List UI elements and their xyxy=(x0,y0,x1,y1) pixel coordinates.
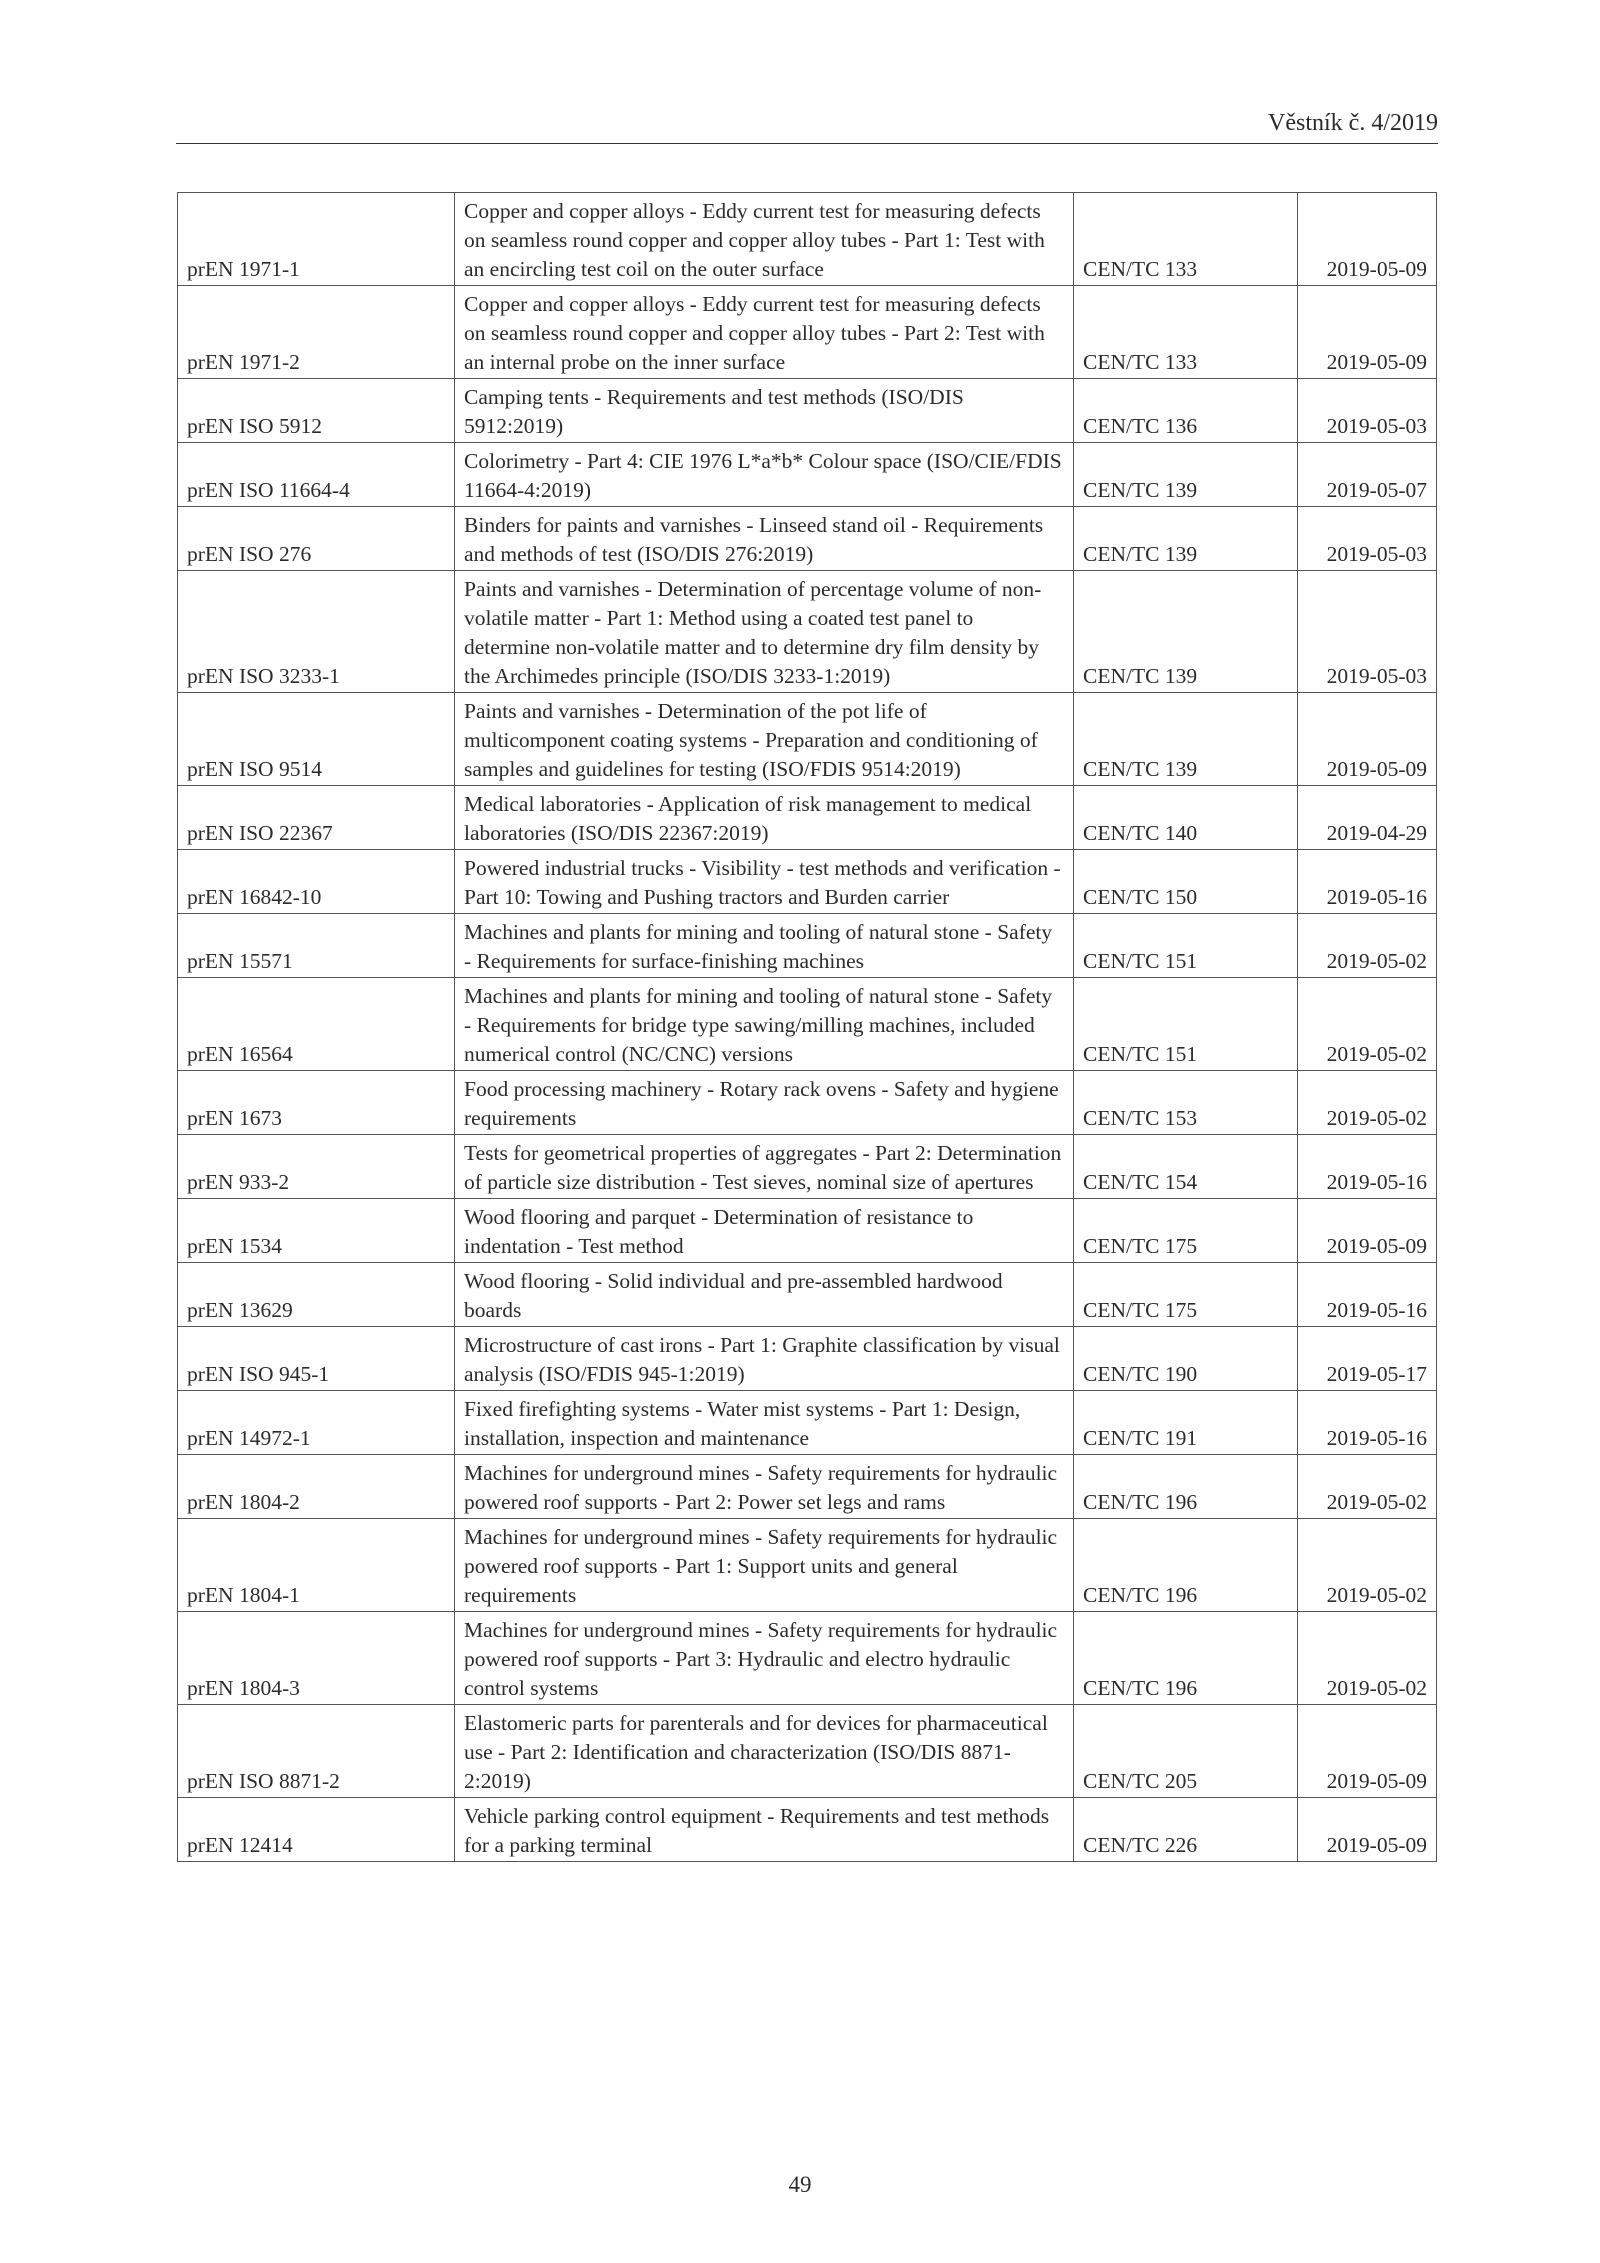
page-header: Věstník č. 4/2019 xyxy=(176,110,1438,144)
deadline-date: 2019-05-03 xyxy=(1298,571,1437,693)
standard-code: prEN 1534 xyxy=(178,1199,455,1263)
technical-committee: CEN/TC 151 xyxy=(1074,978,1298,1071)
standard-code: prEN ISO 11664-4 xyxy=(178,443,455,507)
standard-code: prEN ISO 22367 xyxy=(178,786,455,850)
standard-code: prEN ISO 3233-1 xyxy=(178,571,455,693)
standard-code: prEN ISO 945-1 xyxy=(178,1327,455,1391)
standard-code: prEN 14972-1 xyxy=(178,1391,455,1455)
standard-code: prEN 12414 xyxy=(178,1798,455,1862)
deadline-date: 2019-05-02 xyxy=(1298,978,1437,1071)
standard-title: Fixed firefighting systems - Water mist systems - Part 1: Design, installation, inspection and maintenance xyxy=(455,1391,1074,1455)
standard-code: prEN 1804-2 xyxy=(178,1455,455,1519)
technical-committee: CEN/TC 140 xyxy=(1074,786,1298,850)
standard-code: prEN 1673 xyxy=(178,1071,455,1135)
table-row xyxy=(178,1071,1437,1135)
standard-title: Wood flooring and parquet - Determination of resistance to indentation - Test method xyxy=(455,1199,1074,1263)
standard-title: Machines and plants for mining and tooling of natural stone - Safety - Requirements for bridge type sawing/milling machines, included numerical control (NC/CNC) versions xyxy=(455,978,1074,1071)
standard-code: prEN 16564 xyxy=(178,978,455,1071)
technical-committee: CEN/TC 151 xyxy=(1074,914,1298,978)
standard-code: prEN 13629 xyxy=(178,1263,455,1327)
standard-title: Paints and varnishes - Determination of the pot life of multicomponent coating systems - Preparation and conditioning of samples and guidelines for testing (ISO/FDIS 9514:2019) xyxy=(455,693,1074,786)
standard-code: prEN ISO 276 xyxy=(178,507,455,571)
deadline-date: 2019-05-16 xyxy=(1298,1391,1437,1455)
standard-title: Machines for underground mines - Safety requirements for hydraulic powered roof supports - Part 2: Power set legs and rams xyxy=(455,1455,1074,1519)
technical-committee: CEN/TC 191 xyxy=(1074,1391,1298,1455)
technical-committee: CEN/TC 139 xyxy=(1074,571,1298,693)
technical-committee: CEN/TC 196 xyxy=(1074,1455,1298,1519)
standard-title: Machines for underground mines - Safety requirements for hydraulic powered roof supports - Part 3: Hydraulic and electro hydraulic control systems xyxy=(455,1612,1074,1705)
deadline-date: 2019-05-02 xyxy=(1298,1071,1437,1135)
deadline-date: 2019-05-16 xyxy=(1298,850,1437,914)
standard-title: Wood flooring - Solid individual and pre-assembled hardwood boards xyxy=(455,1263,1074,1327)
deadline-date: 2019-05-02 xyxy=(1298,914,1437,978)
table-row xyxy=(178,1327,1437,1391)
deadline-date: 2019-04-29 xyxy=(1298,786,1437,850)
table-row xyxy=(178,443,1437,507)
deadline-date: 2019-05-03 xyxy=(1298,379,1437,443)
standards-table-body xyxy=(178,193,1437,1862)
standard-title: Tests for geometrical properties of aggregates - Part 2: Determination of particle size distribution - Test sieves, nominal size of apertures xyxy=(455,1135,1074,1199)
deadline-date: 2019-05-09 xyxy=(1298,1199,1437,1263)
technical-committee: CEN/TC 139 xyxy=(1074,507,1298,571)
standard-title: Machines and plants for mining and tooling of natural stone - Safety - Requirements for surface-finishing machines xyxy=(455,914,1074,978)
deadline-date: 2019-05-17 xyxy=(1298,1327,1437,1391)
table-row xyxy=(178,1612,1437,1705)
standard-title: Machines for underground mines - Safety requirements for hydraulic powered roof supports - Part 1: Support units and general requirements xyxy=(455,1519,1074,1612)
standard-title: Copper and copper alloys - Eddy current test for measuring defects on seamless round copper and copper alloy tubes - Part 2: Test with an internal probe on the inner surface xyxy=(455,286,1074,379)
technical-committee: CEN/TC 205 xyxy=(1074,1705,1298,1798)
deadline-date: 2019-05-16 xyxy=(1298,1263,1437,1327)
deadline-date: 2019-05-02 xyxy=(1298,1455,1437,1519)
technical-committee: CEN/TC 133 xyxy=(1074,193,1298,286)
technical-committee: CEN/TC 150 xyxy=(1074,850,1298,914)
table-row xyxy=(178,786,1437,850)
technical-committee: CEN/TC 196 xyxy=(1074,1612,1298,1705)
standard-title: Colorimetry - Part 4: CIE 1976 L*a*b* Colour space (ISO/CIE/FDIS 11664-4:2019) xyxy=(455,443,1074,507)
table-row xyxy=(178,1798,1437,1862)
standard-title: Vehicle parking control equipment - Requirements and test methods for a parking terminal xyxy=(455,1798,1074,1862)
standard-code: prEN 1971-1 xyxy=(178,193,455,286)
technical-committee: CEN/TC 133 xyxy=(1074,286,1298,379)
standard-title: Elastomeric parts for parenterals and for devices for pharmaceutical use - Part 2: Identification and characterization (ISO/DIS 8871-2:2019) xyxy=(455,1705,1074,1798)
standard-code: prEN ISO 9514 xyxy=(178,693,455,786)
standard-code: prEN 16842-10 xyxy=(178,850,455,914)
standard-title: Paints and varnishes - Determination of percentage volume of non-volatile matter - Part 1: Method using a coated test panel to determine non-volatile matter and to determine dry film density by the Archimedes principle (ISO/DIS 3233-1:2019) xyxy=(455,571,1074,693)
technical-committee: CEN/TC 175 xyxy=(1074,1263,1298,1327)
table-row xyxy=(178,1391,1437,1455)
technical-committee: CEN/TC 154 xyxy=(1074,1135,1298,1199)
deadline-date: 2019-05-02 xyxy=(1298,1612,1437,1705)
table-row xyxy=(178,1199,1437,1263)
technical-committee: CEN/TC 196 xyxy=(1074,1519,1298,1612)
table-row xyxy=(178,1455,1437,1519)
table-row xyxy=(178,286,1437,379)
page-number: 49 xyxy=(788,2172,812,2197)
standards-table xyxy=(177,192,1437,1862)
deadline-date: 2019-05-09 xyxy=(1298,286,1437,379)
technical-committee: CEN/TC 139 xyxy=(1074,693,1298,786)
deadline-date: 2019-05-02 xyxy=(1298,1519,1437,1612)
technical-committee: CEN/TC 139 xyxy=(1074,443,1298,507)
standard-title: Medical laboratories - Application of risk management to medical laboratories (ISO/DIS 22367:2019) xyxy=(455,786,1074,850)
table-row xyxy=(178,914,1437,978)
technical-committee: CEN/TC 175 xyxy=(1074,1199,1298,1263)
table-row xyxy=(178,1705,1437,1798)
standard-title: Binders for paints and varnishes - Linseed stand oil - Requirements and methods of test (ISO/DIS 276:2019) xyxy=(455,507,1074,571)
table-row xyxy=(178,193,1437,286)
deadline-date: 2019-05-09 xyxy=(1298,1798,1437,1862)
standard-title: Microstructure of cast irons - Part 1: Graphite classification by visual analysis (ISO/FDIS 945-1:2019) xyxy=(455,1327,1074,1391)
deadline-date: 2019-05-16 xyxy=(1298,1135,1437,1199)
table-row xyxy=(178,507,1437,571)
table-row xyxy=(178,1135,1437,1199)
table-row xyxy=(178,693,1437,786)
technical-committee: CEN/TC 190 xyxy=(1074,1327,1298,1391)
standard-title: Camping tents - Requirements and test methods (ISO/DIS 5912:2019) xyxy=(455,379,1074,443)
standard-title: Copper and copper alloys - Eddy current test for measuring defects on seamless round copper and copper alloy tubes - Part 1: Test with an encircling test coil on the outer surface xyxy=(455,193,1074,286)
standard-code: prEN 1804-1 xyxy=(178,1519,455,1612)
standard-code: prEN 1804-3 xyxy=(178,1612,455,1705)
table-row xyxy=(178,1519,1437,1612)
standard-title: Food processing machinery - Rotary rack ovens - Safety and hygiene requirements xyxy=(455,1071,1074,1135)
table-row xyxy=(178,1263,1437,1327)
technical-committee: CEN/TC 226 xyxy=(1074,1798,1298,1862)
table-row xyxy=(178,850,1437,914)
deadline-date: 2019-05-09 xyxy=(1298,693,1437,786)
deadline-date: 2019-05-09 xyxy=(1298,1705,1437,1798)
standard-title: Powered industrial trucks - Visibility - test methods and verification - Part 10: Towing and Pushing tractors and Burden carrier xyxy=(455,850,1074,914)
table-row xyxy=(178,978,1437,1071)
technical-committee: CEN/TC 153 xyxy=(1074,1071,1298,1135)
standard-code: prEN 1971-2 xyxy=(178,286,455,379)
table-row xyxy=(178,379,1437,443)
standard-code: prEN ISO 5912 xyxy=(178,379,455,443)
standard-code: prEN ISO 8871-2 xyxy=(178,1705,455,1798)
standard-code: prEN 15571 xyxy=(178,914,455,978)
deadline-date: 2019-05-07 xyxy=(1298,443,1437,507)
standard-code: prEN 933-2 xyxy=(178,1135,455,1199)
table-row xyxy=(178,571,1437,693)
technical-committee: CEN/TC 136 xyxy=(1074,379,1298,443)
deadline-date: 2019-05-03 xyxy=(1298,507,1437,571)
deadline-date: 2019-05-09 xyxy=(1298,193,1437,286)
